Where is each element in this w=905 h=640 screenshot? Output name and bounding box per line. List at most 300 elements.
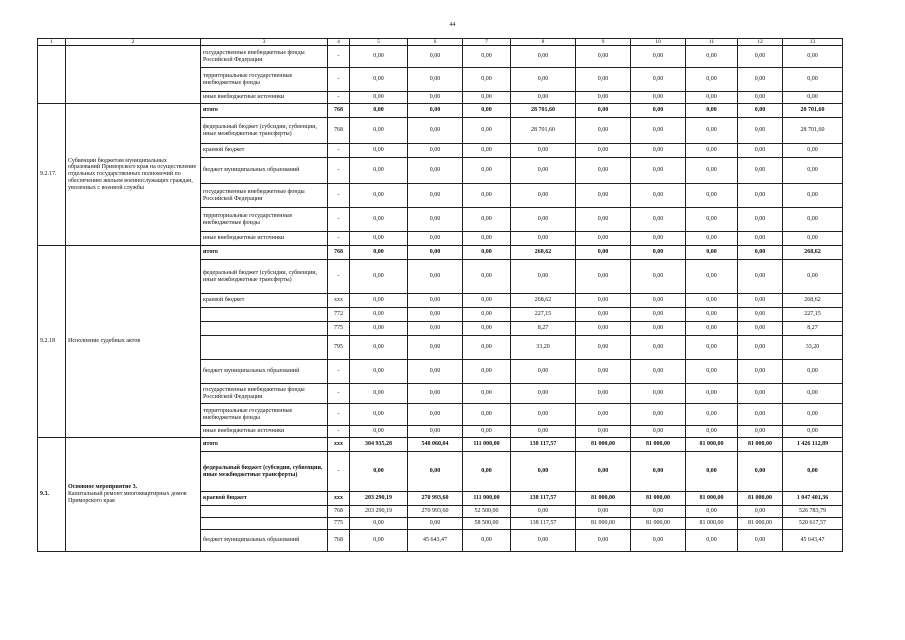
amount-cell: 0,00 — [463, 336, 511, 360]
amount-cell: 0,00 — [463, 404, 511, 426]
amount-cell: 0,00 — [738, 294, 783, 308]
amount-cell: 0,00 — [686, 104, 738, 118]
item-name-bold: Основное мероприятие 3. — [68, 484, 138, 491]
amount-cell: 0,00 — [631, 232, 686, 246]
amount-cell: 0,00 — [686, 426, 738, 438]
amount-cell: 0,00 — [350, 184, 408, 208]
funding-source: итого — [201, 246, 328, 260]
funding-source — [201, 322, 328, 336]
amount-cell: 0,00 — [631, 118, 686, 144]
amount-cell: 81 000,00 — [686, 492, 738, 506]
budget-code: 768 — [328, 530, 350, 552]
amount-cell: 0,00 — [576, 246, 631, 260]
amount-cell: 33,20 — [511, 336, 576, 360]
amount-cell: 0,00 — [686, 452, 738, 492]
amount-cell: 0,00 — [463, 104, 511, 118]
amount-cell: 0,00 — [738, 104, 783, 118]
amount-cell: 0,00 — [408, 404, 463, 426]
amount-cell: 0,00 — [686, 118, 738, 144]
amount-cell: 0,00 — [408, 308, 463, 322]
funding-source — [201, 506, 328, 518]
amount-cell: 0,00 — [408, 68, 463, 92]
amount-cell: 0,00 — [738, 260, 783, 294]
amount-cell: 0,00 — [783, 184, 843, 208]
col-header: 3 — [201, 39, 328, 46]
amount-cell: 0,00 — [686, 308, 738, 322]
item-name: Исполнение судебных актов — [66, 246, 201, 438]
amount-cell: 138 117,57 — [511, 438, 576, 452]
amount-cell: 81 000,00 — [738, 492, 783, 506]
item-code — [38, 46, 66, 104]
funding-source: государственные внебюджетные фонды Российской Федерации — [201, 184, 328, 208]
amount-cell: 52 500,00 — [463, 506, 511, 518]
amount-cell: 0,00 — [408, 246, 463, 260]
item-code: 9.2.18 — [38, 246, 66, 438]
amount-cell: 0,00 — [463, 426, 511, 438]
table-row — [38, 46, 843, 68]
amount-cell: 111 000,00 — [463, 438, 511, 452]
amount-cell: 0,00 — [463, 294, 511, 308]
amount-cell: 270 993,60 — [408, 506, 463, 518]
budget-code: 768 — [328, 104, 350, 118]
funding-source: государственные внебюджетные фонды Российской Федерации — [201, 46, 328, 68]
amount-cell: 0,00 — [686, 530, 738, 552]
amount-cell: 520 617,57 — [783, 518, 843, 530]
funding-source — [201, 308, 328, 322]
amount-cell: 0,00 — [511, 158, 576, 184]
col-header: 1 — [38, 39, 66, 46]
amount-cell: 0,00 — [350, 118, 408, 144]
amount-cell: 0,00 — [463, 208, 511, 232]
amount-cell: 0,00 — [631, 426, 686, 438]
amount-cell: 0,00 — [686, 46, 738, 68]
amount-cell: 0,00 — [463, 118, 511, 144]
amount-cell: 0,00 — [576, 336, 631, 360]
funding-source: иные внебюджетные источники — [201, 426, 328, 438]
amount-cell: 0,00 — [738, 336, 783, 360]
amount-cell: 0,00 — [408, 118, 463, 144]
amount-cell: 0,00 — [686, 92, 738, 104]
amount-cell: 0,00 — [576, 294, 631, 308]
budget-code: - — [328, 452, 350, 492]
amount-cell: 0,00 — [511, 232, 576, 246]
amount-cell: 0,00 — [408, 426, 463, 438]
amount-cell: 0,00 — [738, 530, 783, 552]
item-name — [66, 438, 201, 552]
amount-cell: 0,00 — [686, 294, 738, 308]
amount-cell: 0,00 — [738, 68, 783, 92]
amount-cell: 0,00 — [350, 426, 408, 438]
amount-cell: 0,00 — [686, 384, 738, 404]
amount-cell: 0,00 — [576, 384, 631, 404]
amount-cell: 0,00 — [350, 144, 408, 158]
budget-code: - — [328, 158, 350, 184]
amount-cell: 81 000,00 — [631, 518, 686, 530]
funding-source: иные внебюджетные источники — [201, 92, 328, 104]
amount-cell: 0,00 — [738, 404, 783, 426]
amount-cell: 0,00 — [511, 426, 576, 438]
amount-cell: 0,00 — [576, 68, 631, 92]
amount-cell: 0,00 — [576, 232, 631, 246]
amount-cell: 0,00 — [576, 184, 631, 208]
amount-cell: 0,00 — [463, 46, 511, 68]
funding-source — [201, 518, 328, 530]
amount-cell: 0,00 — [631, 104, 686, 118]
amount-cell: 0,00 — [631, 404, 686, 426]
amount-cell: 0,00 — [463, 530, 511, 552]
amount-cell: 0,00 — [350, 260, 408, 294]
funding-source: государственные внебюджетные фонды Российской Федерации — [201, 384, 328, 404]
amount-cell: 0,00 — [738, 426, 783, 438]
amount-cell: 0,00 — [686, 246, 738, 260]
amount-cell: 0,00 — [408, 232, 463, 246]
funding-source — [201, 336, 328, 360]
amount-cell: 0,00 — [408, 294, 463, 308]
amount-cell: 0,00 — [511, 208, 576, 232]
amount-cell: 8,27 — [511, 322, 576, 336]
amount-cell: 0,00 — [350, 294, 408, 308]
budget-table — [37, 38, 843, 552]
budget-code: 795 — [328, 336, 350, 360]
amount-cell: 0,00 — [631, 360, 686, 384]
column-number-header — [38, 39, 843, 46]
amount-cell: 0,00 — [350, 104, 408, 118]
amount-cell: 0,00 — [783, 452, 843, 492]
amount-cell: 0,00 — [631, 158, 686, 184]
amount-cell: 0,00 — [350, 158, 408, 184]
amount-cell: 0,00 — [511, 506, 576, 518]
col-header: 9 — [576, 39, 631, 46]
amount-cell: 0,00 — [350, 322, 408, 336]
amount-cell: 0,00 — [631, 308, 686, 322]
budget-code: ххх — [328, 492, 350, 506]
amount-cell: 0,00 — [350, 530, 408, 552]
col-header: 13 — [783, 39, 843, 46]
amount-cell: 0,00 — [463, 308, 511, 322]
amount-cell: 0,00 — [783, 144, 843, 158]
budget-code: 768 — [328, 246, 350, 260]
amount-cell: 0,00 — [576, 118, 631, 144]
item-name-rest: Капитальный ремонт многоквартирных домов Приморского края — [68, 491, 187, 505]
amount-cell: 0,00 — [463, 246, 511, 260]
amount-cell: 0,00 — [408, 158, 463, 184]
budget-code: - — [328, 360, 350, 384]
amount-cell: 0,00 — [511, 68, 576, 92]
amount-cell: 0,00 — [686, 404, 738, 426]
funding-source: территориальные государственные внебюджетные фонды — [201, 68, 328, 92]
col-header: 11 — [686, 39, 738, 46]
amount-cell: 268,62 — [783, 294, 843, 308]
amount-cell: 0,00 — [738, 506, 783, 518]
col-header: 4 — [328, 39, 350, 46]
funding-source: федеральный бюджет (субсидии, субвенции, иные межбюджетные трансферты) — [201, 118, 328, 144]
amount-cell: 548 060,04 — [408, 438, 463, 452]
amount-cell: 0,00 — [463, 184, 511, 208]
amount-cell: 0,00 — [631, 246, 686, 260]
amount-cell: 0,00 — [738, 158, 783, 184]
amount-cell: 81 000,00 — [576, 438, 631, 452]
amount-cell: 0,00 — [511, 92, 576, 104]
amount-cell: 0,00 — [408, 46, 463, 68]
amount-cell: 0,00 — [576, 322, 631, 336]
amount-cell: 0,00 — [783, 92, 843, 104]
amount-cell: 81 000,00 — [686, 518, 738, 530]
amount-cell: 0,00 — [686, 506, 738, 518]
budget-code: - — [328, 384, 350, 404]
amount-cell: 0,00 — [738, 144, 783, 158]
amount-cell: 81 000,00 — [576, 492, 631, 506]
amount-cell: 0,00 — [511, 144, 576, 158]
amount-cell: 0,00 — [631, 260, 686, 294]
amount-cell: 0,00 — [350, 246, 408, 260]
amount-cell: 0,00 — [511, 404, 576, 426]
item-code: 9.2.17. — [38, 104, 66, 246]
amount-cell: 0,00 — [576, 426, 631, 438]
amount-cell: 0,00 — [738, 384, 783, 404]
amount-cell: 138 117,57 — [511, 492, 576, 506]
page-number: 44 — [449, 22, 456, 28]
amount-cell: 0,00 — [511, 452, 576, 492]
amount-cell: 0,00 — [783, 360, 843, 384]
funding-source: бюджет муниципальных образований — [201, 360, 328, 384]
amount-cell: 0,00 — [738, 92, 783, 104]
amount-cell: 0,00 — [576, 92, 631, 104]
amount-cell: 0,00 — [511, 530, 576, 552]
amount-cell: 0,00 — [783, 384, 843, 404]
amount-cell: 0,00 — [408, 360, 463, 384]
amount-cell: 0,00 — [408, 184, 463, 208]
amount-cell: 0,00 — [631, 322, 686, 336]
amount-cell: 0,00 — [463, 92, 511, 104]
amount-cell: 0,00 — [686, 158, 738, 184]
amount-cell: 0,00 — [576, 452, 631, 492]
amount-cell: 0,00 — [350, 208, 408, 232]
amount-cell: 81 000,00 — [631, 492, 686, 506]
col-header: 6 — [408, 39, 463, 46]
amount-cell: 0,00 — [463, 158, 511, 184]
amount-cell: 0,00 — [738, 208, 783, 232]
table-row — [38, 104, 843, 118]
amount-cell: 28 701,60 — [783, 104, 843, 118]
amount-cell: 0,00 — [783, 68, 843, 92]
amount-cell: 526 783,79 — [783, 506, 843, 518]
amount-cell: 81 000,00 — [738, 438, 783, 452]
amount-cell: 138 117,57 — [511, 518, 576, 530]
amount-cell: 0,00 — [350, 92, 408, 104]
budget-code: - — [328, 232, 350, 246]
funding-source: федеральный бюджет (субсидии, субвенции, иные межбюджетные трансферты) — [201, 452, 328, 492]
amount-cell: 0,00 — [738, 184, 783, 208]
amount-cell: 0,00 — [350, 360, 408, 384]
amount-cell: 0,00 — [576, 104, 631, 118]
amount-cell: 0,00 — [511, 46, 576, 68]
amount-cell: 58 500,00 — [463, 518, 511, 530]
budget-code: - — [328, 260, 350, 294]
amount-cell: 0,00 — [631, 208, 686, 232]
amount-cell: 304 935,28 — [350, 438, 408, 452]
amount-cell: 227,15 — [511, 308, 576, 322]
amount-cell: 81 000,00 — [631, 438, 686, 452]
amount-cell: 0,00 — [738, 118, 783, 144]
amount-cell: 0,00 — [631, 68, 686, 92]
amount-cell: 81 000,00 — [686, 438, 738, 452]
budget-code: 768 — [328, 118, 350, 144]
amount-cell: 0,00 — [631, 452, 686, 492]
amount-cell: 268,62 — [783, 246, 843, 260]
amount-cell: 0,00 — [738, 322, 783, 336]
amount-cell: 0,00 — [463, 360, 511, 384]
amount-cell: 0,00 — [686, 208, 738, 232]
amount-cell: 0,00 — [350, 452, 408, 492]
amount-cell: 0,00 — [576, 360, 631, 384]
amount-cell: 0,00 — [463, 452, 511, 492]
amount-cell: 0,00 — [463, 384, 511, 404]
amount-cell: 0,00 — [783, 46, 843, 68]
amount-cell: 203 290,19 — [350, 506, 408, 518]
amount-cell: 111 000,00 — [463, 492, 511, 506]
budget-code: - — [328, 92, 350, 104]
amount-cell: 0,00 — [686, 360, 738, 384]
amount-cell: 0,00 — [686, 184, 738, 208]
budget-code: - — [328, 404, 350, 426]
amount-cell: 0,00 — [576, 404, 631, 426]
amount-cell: 0,00 — [408, 92, 463, 104]
amount-cell: 0,00 — [783, 404, 843, 426]
amount-cell: 0,00 — [408, 384, 463, 404]
col-header: 7 — [463, 39, 511, 46]
amount-cell: 227,15 — [783, 308, 843, 322]
amount-cell: 203 290,19 — [350, 492, 408, 506]
amount-cell: 0,00 — [511, 260, 576, 294]
amount-cell: 0,00 — [408, 336, 463, 360]
amount-cell: 0,00 — [576, 260, 631, 294]
amount-cell: 0,00 — [631, 506, 686, 518]
amount-cell: 270 993,60 — [408, 492, 463, 506]
budget-code: 775 — [328, 322, 350, 336]
budget-code: ххх — [328, 294, 350, 308]
budget-code: - — [328, 426, 350, 438]
amount-cell: 0,00 — [350, 336, 408, 360]
item-code: 9.3. — [38, 438, 66, 552]
amount-cell: 0,00 — [408, 260, 463, 294]
funding-source: иные внебюджетные источники — [201, 232, 328, 246]
amount-cell: 0,00 — [738, 246, 783, 260]
amount-cell: 0,00 — [511, 360, 576, 384]
budget-code: - — [328, 68, 350, 92]
funding-source: бюджет муниципальных образований — [201, 530, 328, 552]
amount-cell: 0,00 — [463, 68, 511, 92]
budget-code: - — [328, 208, 350, 232]
amount-cell: 0,00 — [350, 384, 408, 404]
amount-cell: 0,00 — [408, 452, 463, 492]
amount-cell: 268,62 — [511, 294, 576, 308]
amount-cell: 0,00 — [686, 144, 738, 158]
amount-cell: 0,00 — [576, 530, 631, 552]
amount-cell: 0,00 — [631, 92, 686, 104]
amount-cell: 28 701,60 — [511, 118, 576, 144]
col-header: 10 — [631, 39, 686, 46]
amount-cell: 0,00 — [631, 46, 686, 68]
amount-cell: 0,00 — [631, 184, 686, 208]
amount-cell: 28 701,60 — [511, 104, 576, 118]
col-header: 12 — [738, 39, 783, 46]
funding-source: краевой бюджет — [201, 492, 328, 506]
amount-cell: 0,00 — [350, 46, 408, 68]
table-row — [38, 246, 843, 260]
budget-code: 772 — [328, 308, 350, 322]
amount-cell: 28 701,60 — [783, 118, 843, 144]
amount-cell: 0,00 — [783, 208, 843, 232]
amount-cell: 0,00 — [576, 46, 631, 68]
funding-source: территориальные государственные внебюджетные фонды — [201, 404, 328, 426]
amount-cell: 0,00 — [350, 308, 408, 322]
funding-source: федеральный бюджет (субсидии, субвенции, иные межбюджетные трансферты) — [201, 260, 328, 294]
amount-cell: 0,00 — [686, 322, 738, 336]
amount-cell: 0,00 — [631, 336, 686, 360]
amount-cell: 0,00 — [463, 232, 511, 246]
amount-cell: 0,00 — [350, 518, 408, 530]
amount-cell: 0,00 — [738, 232, 783, 246]
amount-cell: 0,00 — [783, 232, 843, 246]
item-name: Субвенции бюджетам муниципальных образований Приморского края на осуществление отдельных государственных полномочий по обеспечению жильем военнослужащих граждан, уволенных с военной службы — [66, 104, 201, 246]
col-header: 2 — [66, 39, 201, 46]
amount-cell: 0,00 — [350, 68, 408, 92]
amount-cell: 0,00 — [511, 384, 576, 404]
amount-cell: 0,00 — [783, 426, 843, 438]
amount-cell: 0,00 — [686, 260, 738, 294]
funding-source: краевой бюджет — [201, 294, 328, 308]
amount-cell: 0,00 — [463, 260, 511, 294]
col-header: 5 — [350, 39, 408, 46]
amount-cell: 81 000,00 — [576, 518, 631, 530]
amount-cell: 0,00 — [783, 260, 843, 294]
amount-cell: 268,62 — [511, 246, 576, 260]
amount-cell: 81 000,00 — [738, 518, 783, 530]
amount-cell: 0,00 — [408, 322, 463, 336]
budget-code: - — [328, 46, 350, 68]
amount-cell: 0,00 — [408, 104, 463, 118]
amount-cell: 0,00 — [631, 530, 686, 552]
amount-cell: 0,00 — [350, 404, 408, 426]
amount-cell: 0,00 — [463, 322, 511, 336]
amount-cell: 0,00 — [738, 46, 783, 68]
amount-cell: 0,00 — [631, 144, 686, 158]
amount-cell: 0,00 — [576, 506, 631, 518]
amount-cell: 0,00 — [576, 144, 631, 158]
amount-cell: 0,00 — [631, 384, 686, 404]
budget-code: 768 — [328, 506, 350, 518]
funding-source: краевой бюджет — [201, 144, 328, 158]
amount-cell: 0,00 — [511, 184, 576, 208]
amount-cell: 0,00 — [631, 294, 686, 308]
funding-source: итого — [201, 438, 328, 452]
amount-cell: 8,27 — [783, 322, 843, 336]
amount-cell: 0,00 — [686, 336, 738, 360]
amount-cell: 0,00 — [738, 452, 783, 492]
budget-code: ххх — [328, 438, 350, 452]
amount-cell: 0,00 — [738, 308, 783, 322]
amount-cell: 0,00 — [686, 232, 738, 246]
amount-cell: 0,00 — [783, 158, 843, 184]
amount-cell: 0,00 — [350, 232, 408, 246]
amount-cell: 45 643,47 — [783, 530, 843, 552]
budget-code: 775 — [328, 518, 350, 530]
amount-cell: 0,00 — [408, 518, 463, 530]
amount-cell: 33,20 — [783, 336, 843, 360]
funding-source: итого — [201, 104, 328, 118]
amount-cell: 0,00 — [463, 144, 511, 158]
amount-cell: 1 426 112,89 — [783, 438, 843, 452]
